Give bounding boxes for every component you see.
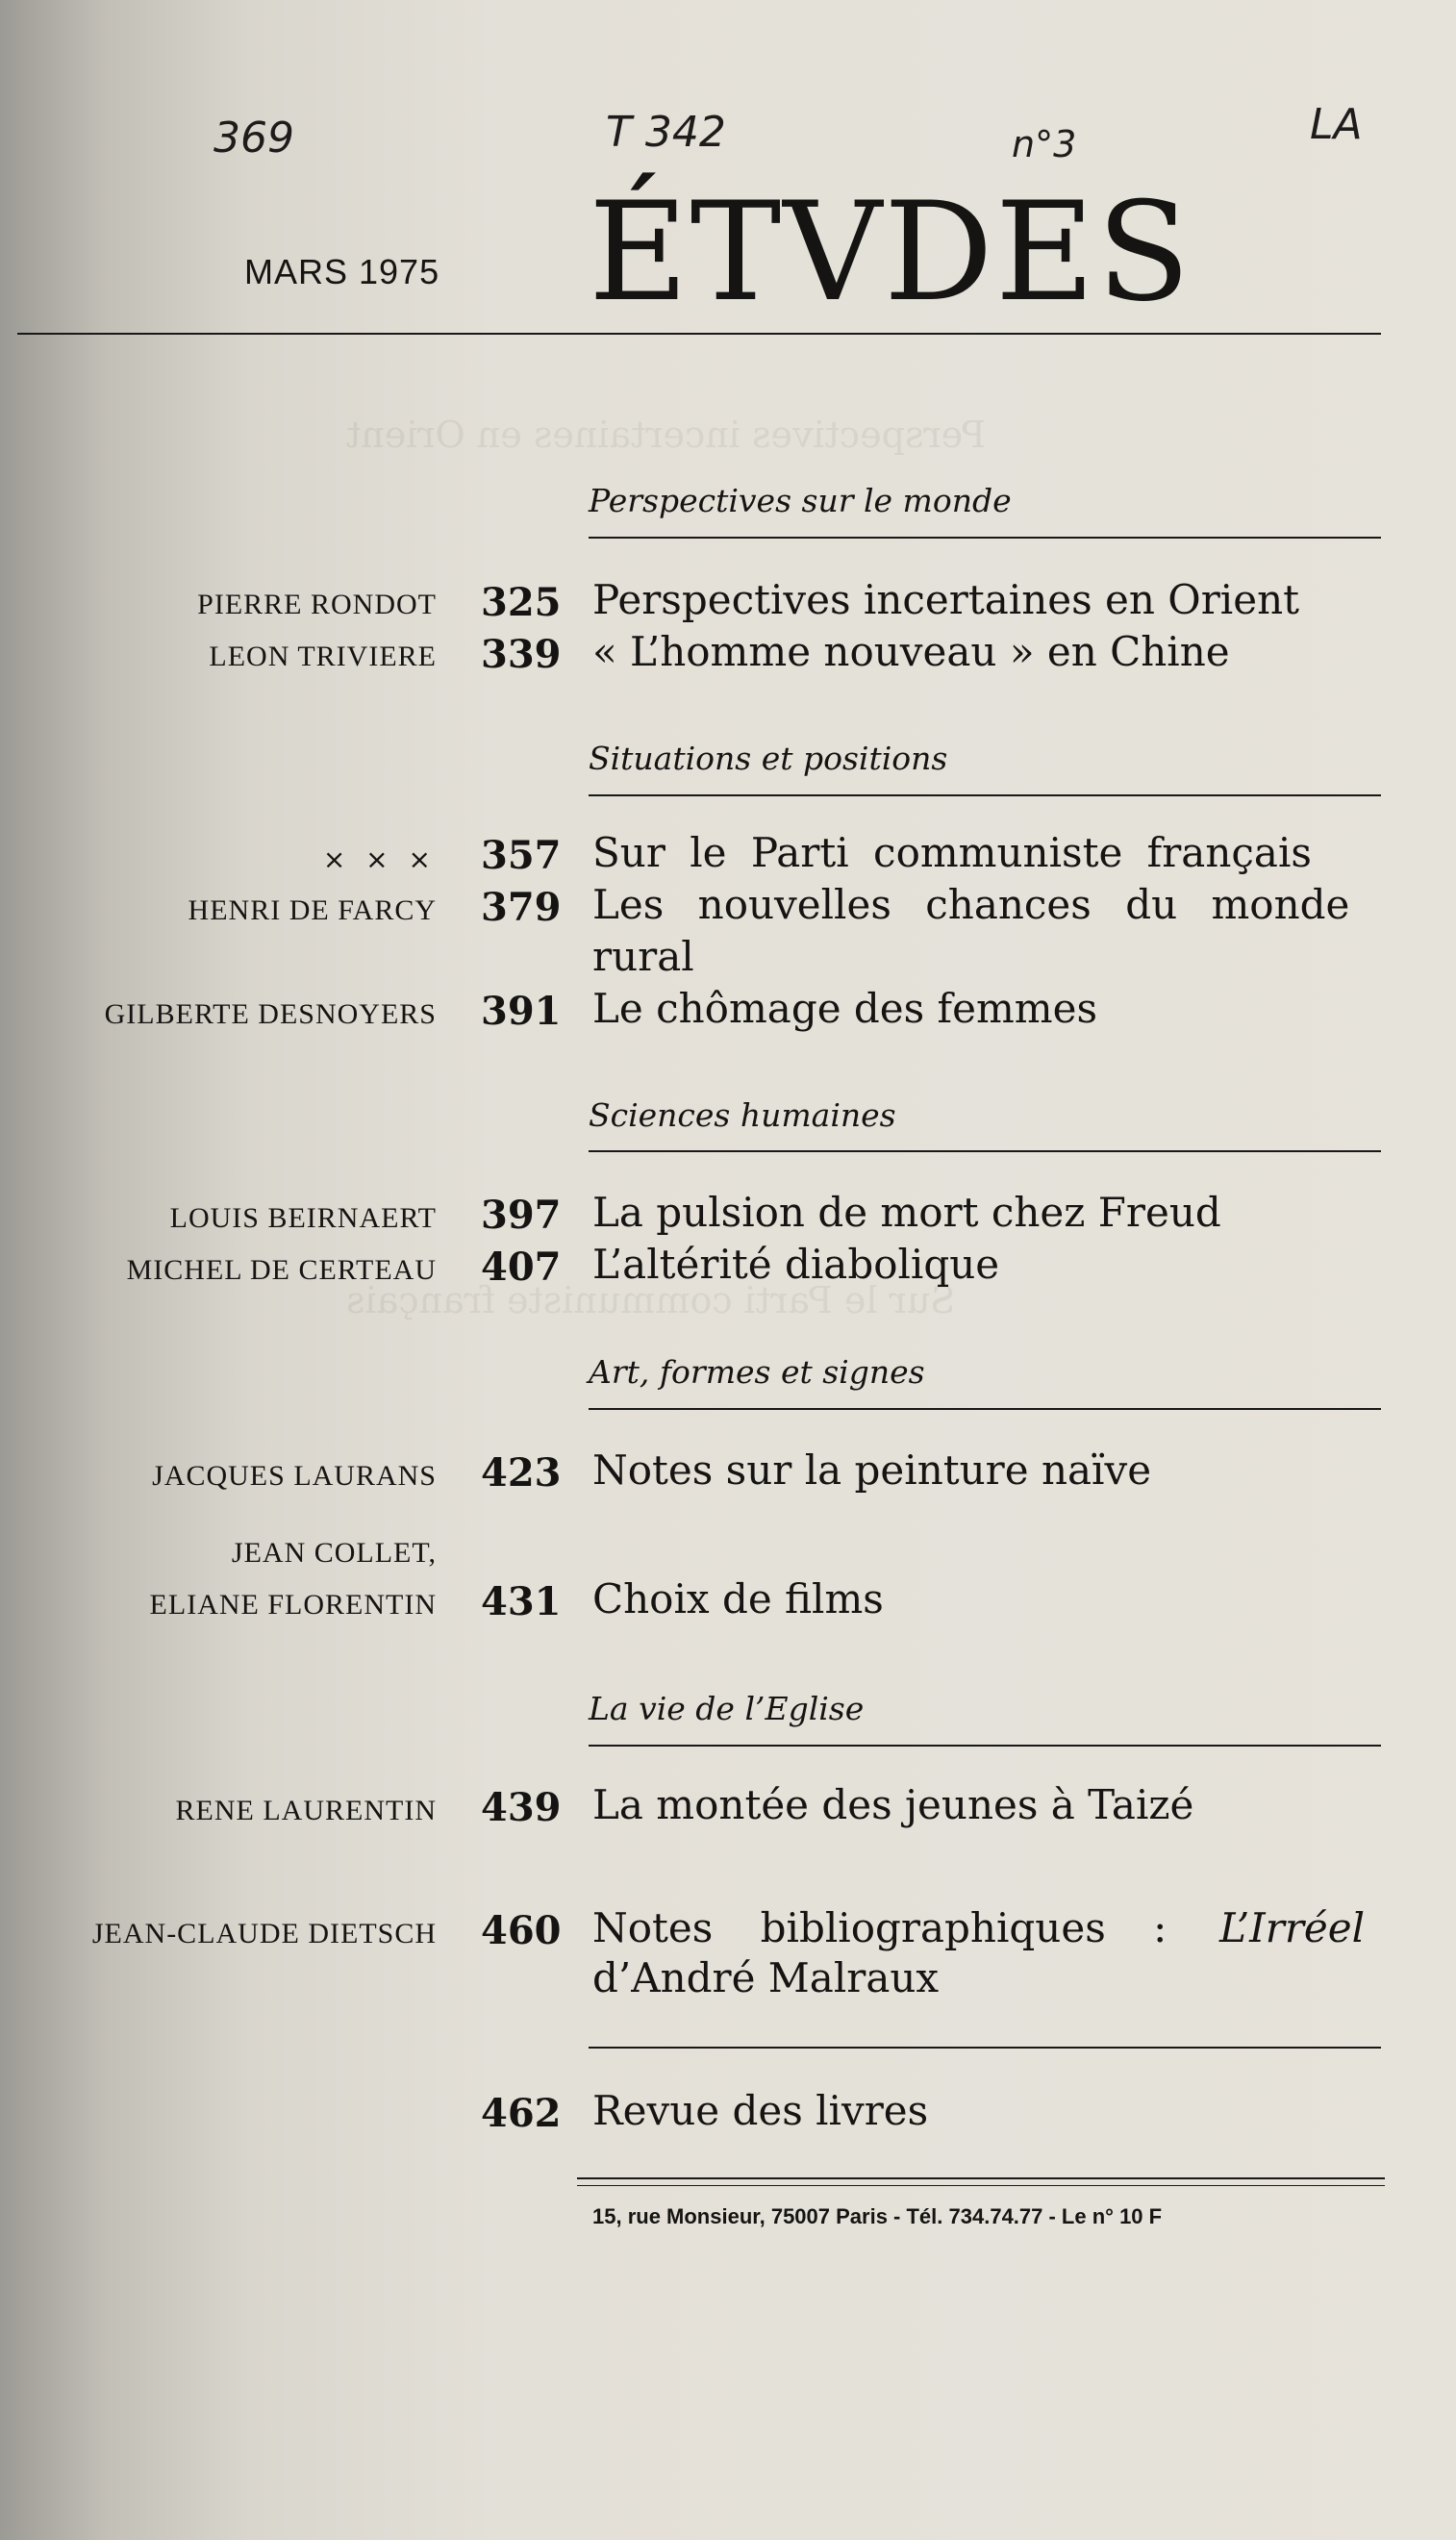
- toc-author: GILBERTE DESNOYERS: [104, 998, 437, 1030]
- toc-article-title[interactable]: « L’homme nouveau » en Chine: [592, 628, 1230, 675]
- toc-author: × × ×: [322, 843, 437, 875]
- toc-author: HENRI DE FARCY: [188, 894, 437, 926]
- toc-page-number: 391: [481, 989, 562, 1034]
- section-rule: [589, 1408, 1381, 1410]
- section-heading: Perspectives sur le monde: [589, 482, 1012, 519]
- toc-page-number: 439: [481, 1785, 562, 1830]
- toc-author: JEAN-CLAUDE DIETSCH: [91, 1918, 437, 1949]
- toc-article-title[interactable]: La pulsion de mort chez Freud: [592, 1189, 1221, 1236]
- publisher-address: 15, rue Monsieur, 75007 Paris - Tél. 734.74.77 - Le n° 10 F: [592, 2204, 1163, 2228]
- toc-page-number: 357: [481, 833, 562, 878]
- toc-author-second: ELIANE FLORENTIN: [149, 1589, 437, 1621]
- section-rule: [589, 1150, 1381, 1152]
- show-through-text: Perspectives incertaines en Orient: [346, 414, 986, 456]
- toc-article-title-cont[interactable]: d’André Malraux: [592, 1954, 940, 2001]
- section-heading: Situations et positions: [589, 740, 948, 777]
- toc-article-title[interactable]: La montée des jeunes à Taizé: [592, 1781, 1194, 1828]
- toc-article-title[interactable]: Notes bibliographiques :: [592, 1904, 1167, 1951]
- toc-author: RENE LAURENTIN: [175, 1795, 437, 1826]
- toc-author: JEAN COLLET,: [231, 1537, 437, 1569]
- handwritten-shelf-number: 369: [213, 113, 294, 163]
- toc-article-title[interactable]: Sur le Parti communiste français: [592, 829, 1312, 876]
- toc-article-title[interactable]: Revue des livres: [592, 2087, 929, 2134]
- section-rule: [589, 2047, 1381, 2049]
- section-rule: [589, 1745, 1381, 1747]
- toc-article-title[interactable]: Notes sur la peinture naïve: [592, 1446, 1152, 1494]
- toc-article-title[interactable]: Les nouvelles chances du monde: [592, 881, 1350, 928]
- toc-page-number: 462: [481, 2091, 562, 2136]
- toc-article-title[interactable]: Perspectives incertaines en Orient: [592, 576, 1299, 623]
- section-heading: Art, formes et signes: [589, 1353, 925, 1391]
- toc-author: LEON TRIVIERE: [209, 641, 437, 672]
- toc-author: JACQUES LAURANS: [152, 1460, 437, 1492]
- show-through-text: Sur le Parti communiste français: [346, 1279, 956, 1321]
- toc-article-title[interactable]: Le chômage des femmes: [592, 985, 1098, 1032]
- toc-page-number: 379: [481, 885, 562, 930]
- toc-page-number: 325: [481, 580, 562, 625]
- toc-page-number: 339: [481, 632, 562, 677]
- journal-title: ÉTVDES: [589, 173, 1192, 332]
- section-heading: La vie de l’Eglise: [589, 1690, 865, 1727]
- footer-rule: [577, 2185, 1385, 2186]
- section-rule: [589, 794, 1381, 796]
- toc-author: MICHEL DE CERTEAU: [126, 1254, 437, 1286]
- toc-article-title-cont[interactable]: rural: [592, 933, 694, 980]
- toc-page-number: 460: [481, 1908, 562, 1953]
- toc-page-number: 407: [481, 1245, 562, 1290]
- section-heading: Sciences humaines: [589, 1096, 896, 1134]
- handwritten-issue: n°3: [1012, 123, 1077, 165]
- footer-rule: [577, 2177, 1385, 2179]
- toc-article-title[interactable]: Choix de films: [592, 1575, 884, 1622]
- section-rule: [589, 537, 1381, 539]
- issue-date: MARS 1975: [244, 252, 440, 291]
- toc-article-title-italic[interactable]: L’Irréel: [1219, 1904, 1366, 1951]
- handwritten-volume: T 342: [606, 108, 726, 157]
- toc-author: LOUIS BEIRNAERT: [169, 1202, 437, 1234]
- toc-article-title[interactable]: L’altérité diabolique: [592, 1241, 1000, 1288]
- handwritten-initials: LA: [1310, 100, 1363, 149]
- toc-page-number: 423: [481, 1450, 562, 1496]
- toc-author: PIERRE RONDOT: [197, 589, 437, 620]
- toc-page-number: 431: [481, 1579, 562, 1624]
- toc-page-number: 397: [481, 1193, 562, 1238]
- masthead-rule: [17, 333, 1381, 335]
